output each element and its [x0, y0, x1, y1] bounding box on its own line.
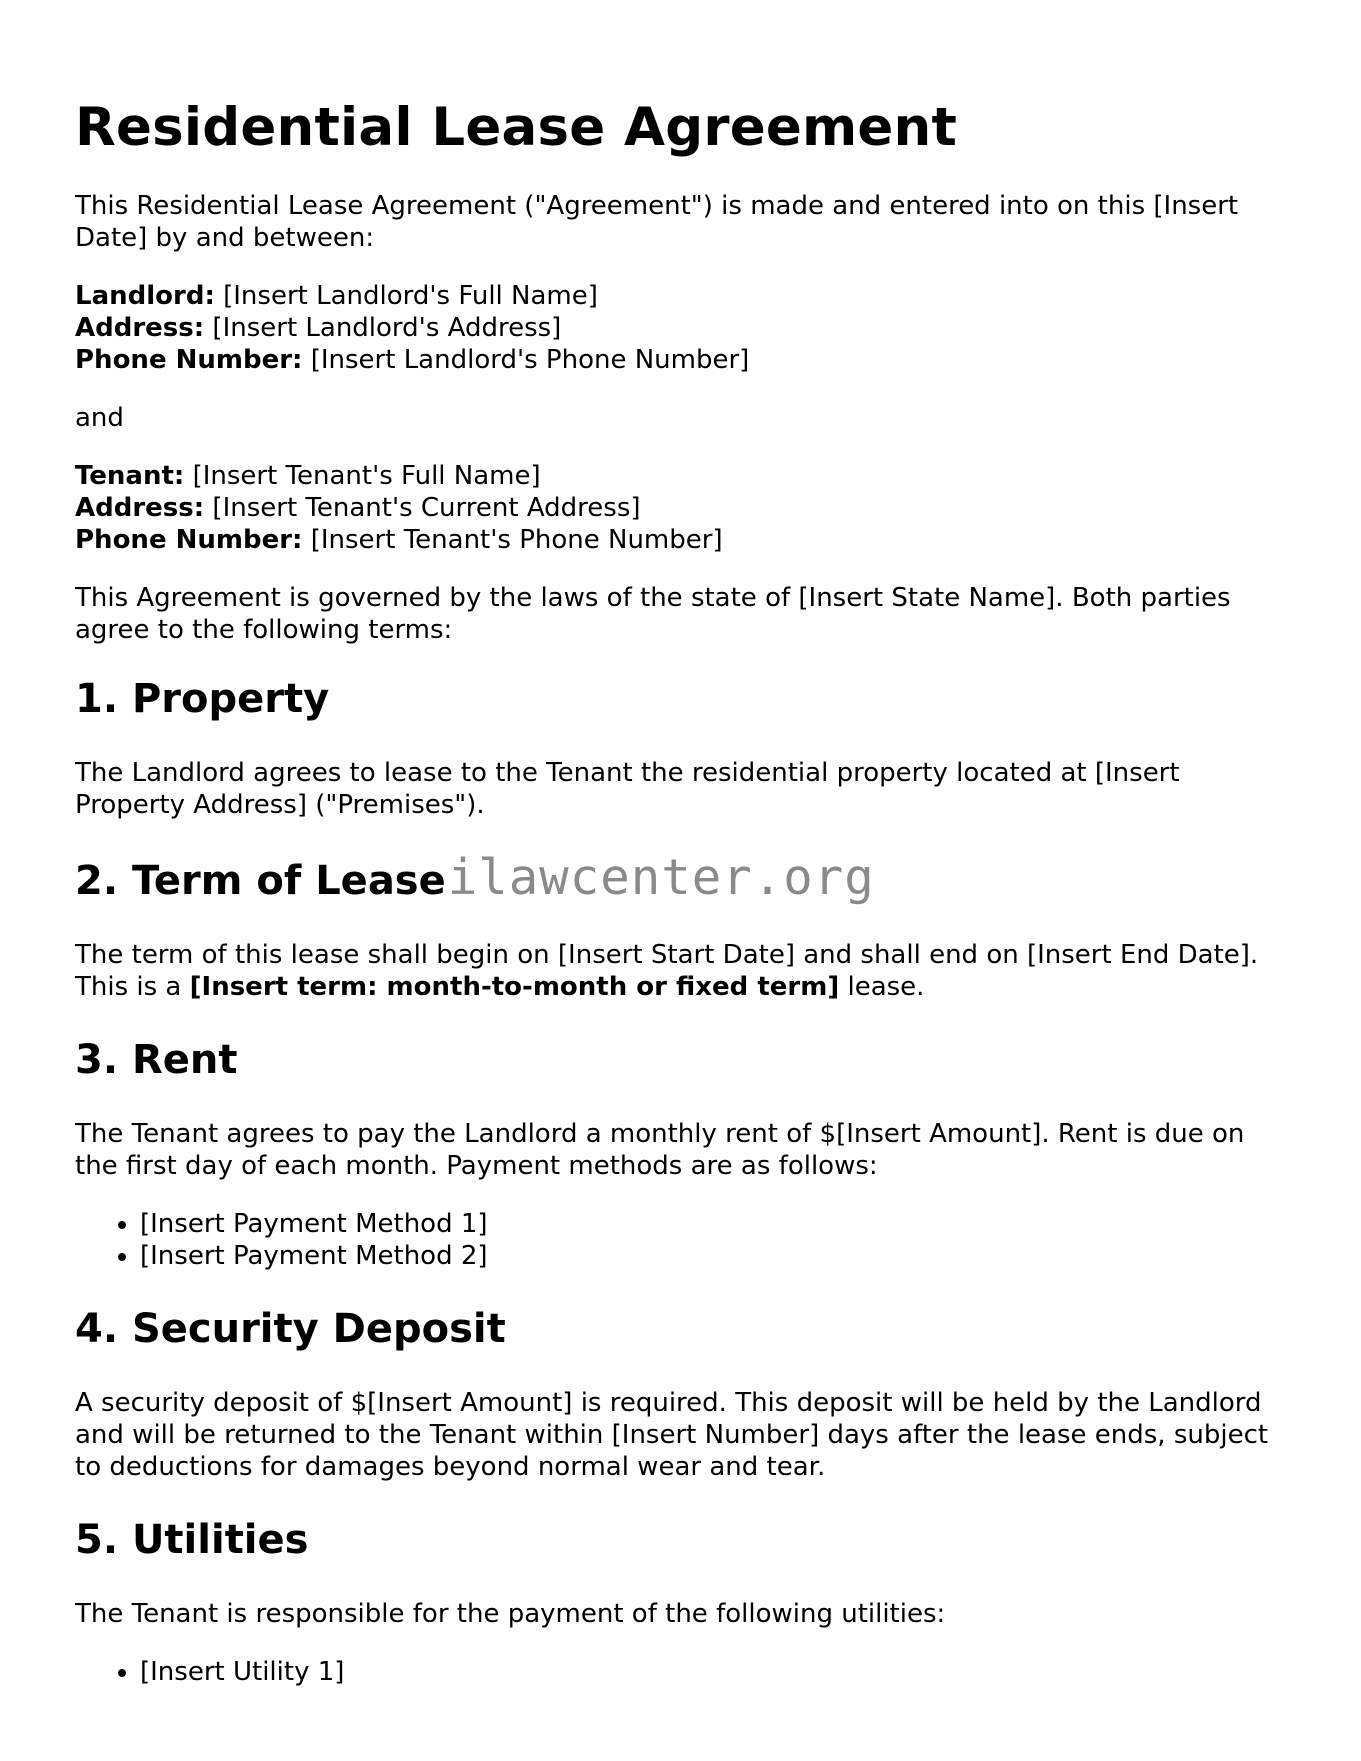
document-page: [75, 0, 1295, 1688]
section-term-heading-row: [75, 849, 1295, 906]
payment-methods-list: [75, 1208, 1295, 1272]
landlord-phone-value: [Insert Landlord's Phone Number]: [302, 345, 750, 375]
section-utilities-heading: 5. Utilities: [75, 1517, 309, 1563]
section-term-text-after: lease.: [839, 972, 925, 1002]
intro-paragraph: This Residential Lease Agreement ("Agreement") is made and entered into on this [Insert Date] by and between:: [75, 191, 1239, 253]
section-rent-text: The Tenant agrees to pay the Landlord a monthly rent of $[Insert Amount]. Rent is due on the first day of each month. Payment methods are as follows:: [75, 1119, 1245, 1181]
tenant-address-line: [75, 492, 1295, 524]
tenant-name-line: [75, 460, 1295, 492]
section-rent-heading: 3. Rent: [75, 1037, 238, 1083]
utilities-list: [75, 1656, 1295, 1688]
landlord-name-line: [75, 280, 1295, 312]
landlord-address-line: [75, 312, 1295, 344]
section-term-text-before: The term of this lease shall begin on [Insert Start Date] and shall end on [Insert End Date]. This is a: [75, 940, 1259, 1002]
section-term-heading: 2. Term of Lease: [75, 858, 446, 904]
section-deposit-text: A security deposit of $[Insert Amount] is required. This deposit will be held by the Landlord and will be returned to the Tenant within [Insert Number] days after the lease ends, subject to deductions for damages beyond normal wear and tear.: [75, 1388, 1269, 1482]
list-item: • [Insert Payment Method 1]: [140, 1208, 1295, 1240]
landlord-phone-line: [75, 344, 1295, 376]
landlord-block: [75, 280, 1295, 376]
landlord-name-label: Landlord:: [75, 281, 215, 311]
list-item: • [Insert Payment Method 2]: [140, 1240, 1295, 1272]
tenant-name-label: Tenant:: [75, 461, 185, 491]
section-property-heading: 1. Property: [75, 676, 330, 722]
list-item: • [Insert Utility 1]: [140, 1656, 1295, 1688]
tenant-phone-value: [Insert Tenant's Phone Number]: [302, 525, 723, 555]
section-utilities-text: The Tenant is responsible for the payment of the following utilities:: [75, 1599, 946, 1629]
tenant-address-value: [Insert Tenant's Current Address]: [204, 493, 641, 523]
tenant-address-label: Address:: [75, 493, 205, 523]
and-text: and: [75, 403, 124, 433]
landlord-address-label: Address:: [75, 313, 205, 343]
section-term-text: [75, 939, 1295, 1003]
landlord-address-value: [Insert Landlord's Address]: [204, 313, 562, 343]
landlord-phone-label: Phone Number:: [75, 345, 303, 375]
section-term-text-bold: [Insert term: month-to-month or fixed term]: [189, 972, 840, 1002]
section-deposit-heading: 4. Security Deposit: [75, 1306, 506, 1352]
section-property-text: The Landlord agrees to lease to the Tenant the residential property located at [Insert Property Address] ("Premises").: [75, 758, 1180, 820]
governing-law-paragraph: This Agreement is governed by the laws of the state of [Insert State Name]. Both parties agree to the following terms:: [75, 583, 1231, 645]
tenant-block: [75, 460, 1295, 556]
tenant-name-value: [Insert Tenant's Full Name]: [184, 461, 541, 491]
watermark-text: ilawcenter.org: [447, 849, 875, 906]
landlord-name-value: [Insert Landlord's Full Name]: [214, 281, 598, 311]
tenant-phone-label: Phone Number:: [75, 525, 303, 555]
tenant-phone-line: [75, 524, 1295, 556]
document-title: Residential Lease Agreement: [75, 97, 958, 158]
